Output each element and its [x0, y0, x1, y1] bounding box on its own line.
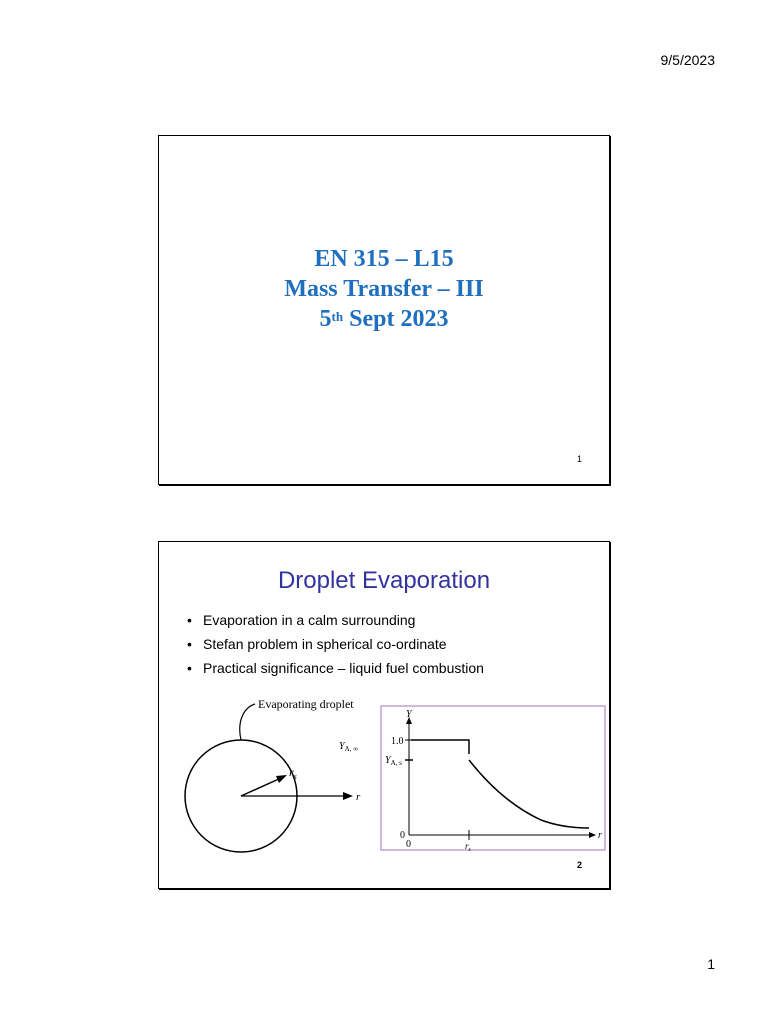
lecture-topic-line: Mass Transfer – III [284, 276, 484, 302]
callout-label: Evaporating droplet [258, 697, 354, 711]
plot-frame [381, 706, 605, 850]
mass-fraction-profile-plot [159, 542, 609, 888]
page-date: 9/5/2023 [660, 52, 715, 68]
page-number: 1 [707, 956, 715, 972]
tick-zero-y-label: 0 [400, 830, 405, 841]
x-axis-arrowhead [589, 832, 596, 838]
bullet-item: • Practical significance – liquid fuel combustion [187, 660, 484, 676]
bullet-item: • Evaporation in a calm surrounding [187, 612, 416, 628]
slide-title-block [159, 244, 609, 334]
bullet-item: • Stefan problem in spherical co-ordinate [187, 636, 447, 652]
tick-rs-label: $r_s$ [465, 841, 471, 853]
liquid-mass-fraction-line [411, 740, 469, 754]
radial-axis-label: r [356, 791, 361, 803]
y-axis-label: Y [406, 709, 412, 720]
tick-ys-label: $Y_{A, s}$ [385, 755, 402, 767]
tick-one-label: 1.0 [391, 736, 404, 747]
slide-thumbnail-2[interactable] [158, 541, 610, 889]
y-infinity-label: $Y_{A, \infty}$ [339, 741, 359, 753]
slide-number: 1 [577, 454, 583, 464]
slide-number: 2 [577, 860, 583, 870]
x-axis-label: r [598, 830, 602, 841]
lecture-date-line: 5th Sept 2023 [319, 306, 449, 332]
vapor-mass-fraction-curve [469, 760, 589, 828]
slide-thumbnail-1[interactable] [158, 135, 610, 485]
course-code-line: EN 315 – L15 [314, 246, 454, 272]
tick-zero-x-label: 0 [406, 839, 411, 850]
radius-label: $r_s$ [289, 765, 297, 781]
slide-title: Droplet Evaporation [277, 567, 491, 594]
